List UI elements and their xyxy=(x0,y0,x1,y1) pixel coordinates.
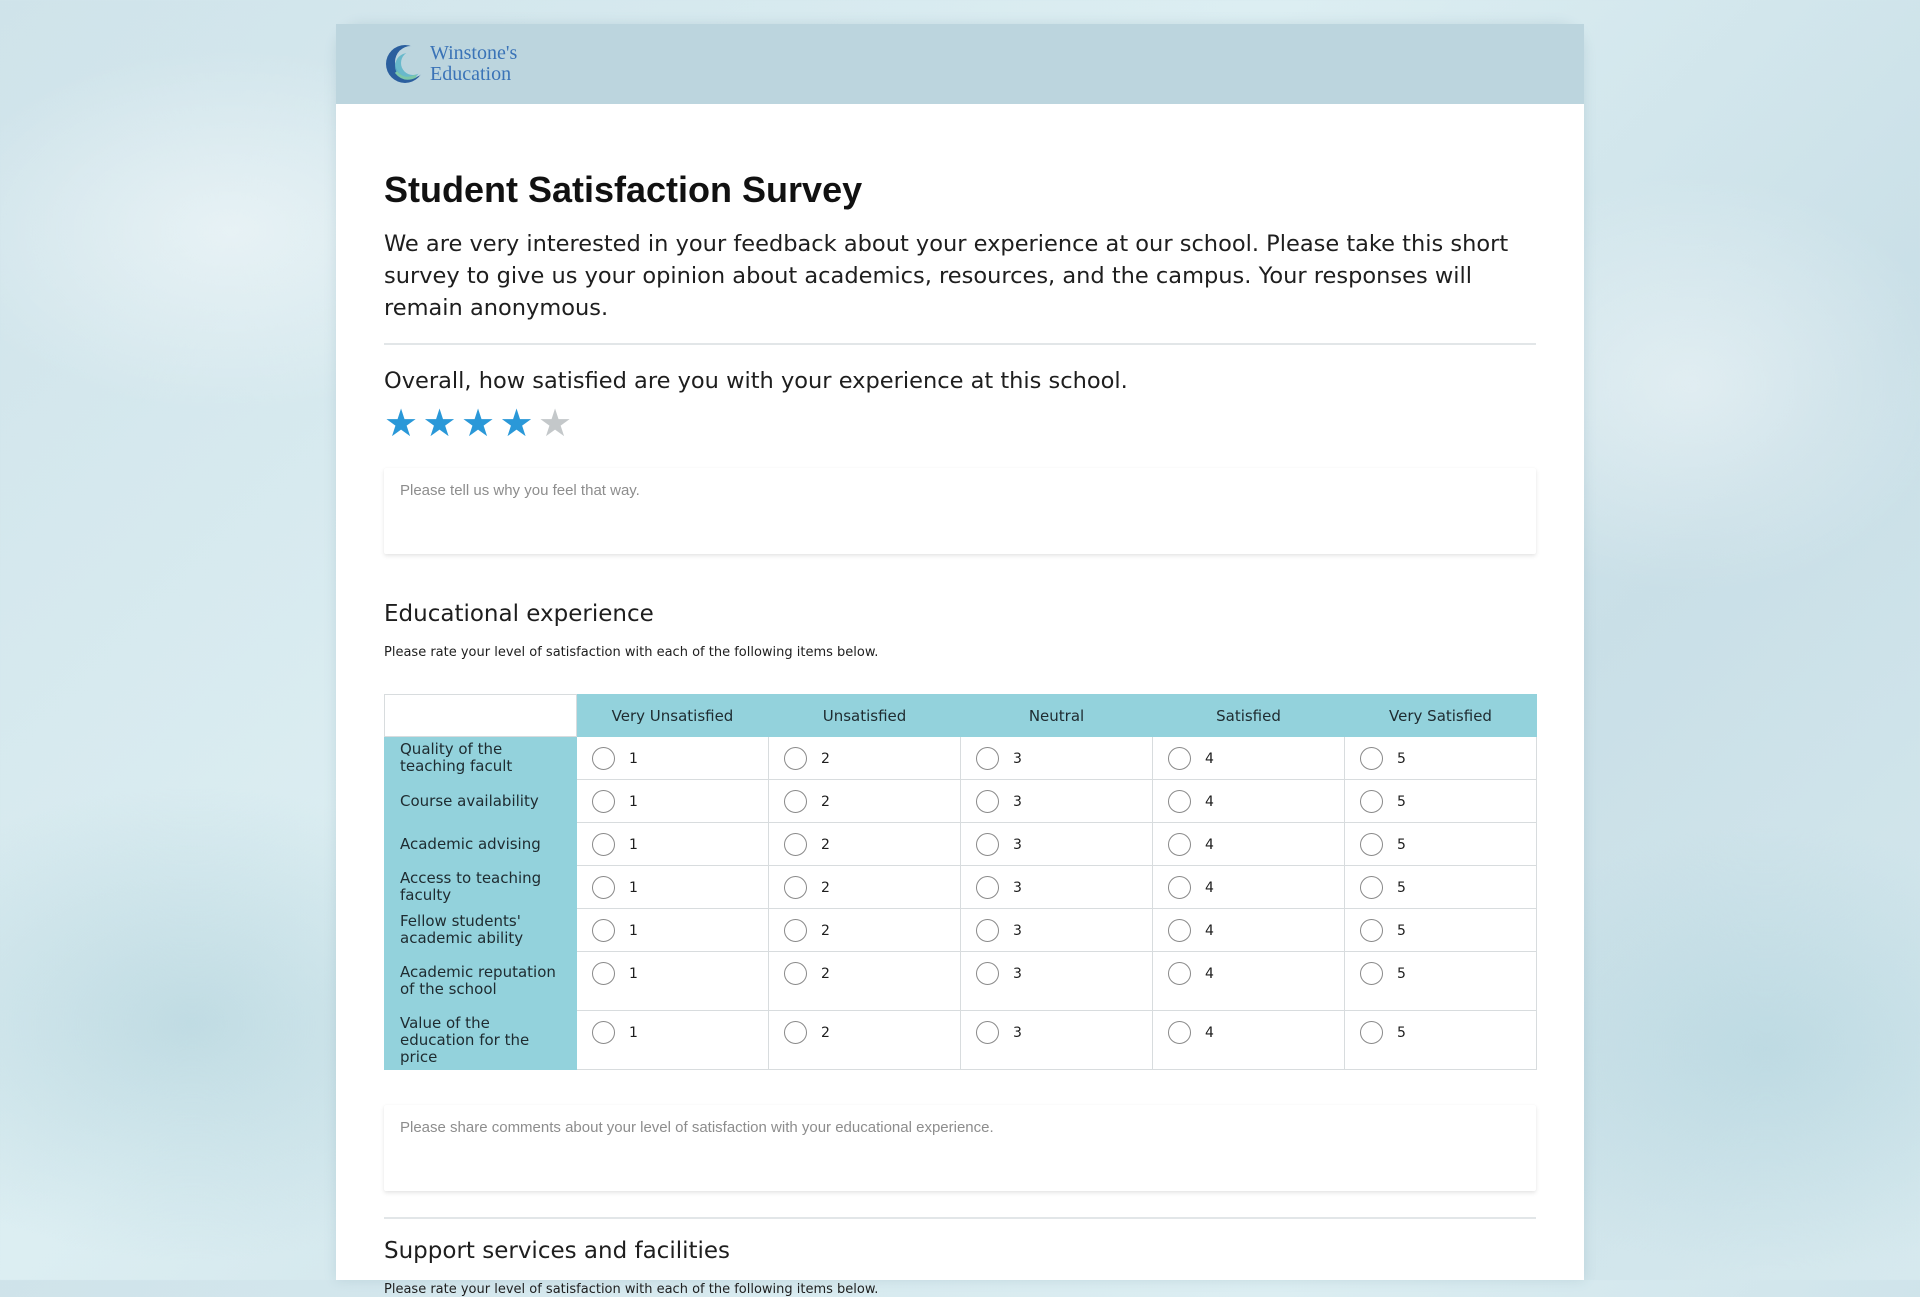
matrix-row-label: Quality of the teaching facult xyxy=(385,737,577,780)
matrix-corner-cell xyxy=(385,695,577,737)
matrix-option-cell[interactable] xyxy=(577,909,769,952)
matrix-option-cell[interactable] xyxy=(961,823,1153,866)
rating-radio-label: 5 xyxy=(1397,793,1406,810)
rating-radio[interactable] xyxy=(1360,919,1383,942)
brand-logo[interactable] xyxy=(384,42,517,86)
rating-radio-label: 1 xyxy=(629,750,638,767)
rating-radio[interactable] xyxy=(784,919,807,942)
rating-option[interactable] xyxy=(976,962,1152,985)
rating-radio[interactable] xyxy=(1360,790,1383,813)
matrix-row-label: Academic reputation of the school xyxy=(385,952,577,1011)
rating-option[interactable] xyxy=(592,747,768,770)
matrix-row-label: Value of the education for the price xyxy=(385,1011,577,1070)
rating-option[interactable] xyxy=(1168,876,1344,899)
rating-radio[interactable] xyxy=(1168,833,1191,856)
rating-radio-label: 2 xyxy=(821,750,830,767)
rating-option[interactable] xyxy=(976,747,1152,770)
matrix-option-cell[interactable] xyxy=(577,866,769,909)
matrix-option-cell[interactable] xyxy=(577,1011,769,1070)
rating-radio-label: 2 xyxy=(821,836,830,853)
rating-option[interactable] xyxy=(784,876,960,899)
matrix-option-cell[interactable] xyxy=(577,952,769,1011)
matrix-option-cell[interactable] xyxy=(1153,737,1345,780)
matrix-row-label: Fellow students' academic ability xyxy=(385,909,577,952)
rating-option[interactable] xyxy=(592,876,768,899)
rating-radio[interactable] xyxy=(976,962,999,985)
survey-intro: We are very interested in your feedback about your experience at our school. Please take this short survey to give us your opinion about academics, resources, and the campus. Your responses will remain anonymous. xyxy=(384,231,1509,321)
matrix-option-cell[interactable] xyxy=(769,780,961,823)
rating-radio-label: 1 xyxy=(629,793,638,810)
rating-option[interactable] xyxy=(592,1021,768,1044)
rating-option[interactable] xyxy=(1360,833,1536,856)
rating-radio-label: 3 xyxy=(1013,793,1022,810)
rating-option[interactable] xyxy=(784,747,960,770)
rating-radio-label: 1 xyxy=(629,1024,638,1041)
matrix-option-cell[interactable] xyxy=(961,952,1153,1011)
matrix-option-cell[interactable] xyxy=(577,780,769,823)
educational-section-title: Educational experience xyxy=(384,601,654,627)
rating-radio[interactable] xyxy=(1360,833,1383,856)
star-icon[interactable]: ★ xyxy=(499,401,534,445)
rating-option[interactable] xyxy=(976,1021,1152,1044)
rating-radio[interactable] xyxy=(976,747,999,770)
rating-radio[interactable] xyxy=(976,833,999,856)
matrix-option-cell[interactable] xyxy=(577,737,769,780)
rating-radio-label: 2 xyxy=(821,879,830,896)
matrix-option-cell[interactable] xyxy=(961,1011,1153,1070)
matrix-option-cell[interactable] xyxy=(1153,780,1345,823)
rating-radio[interactable] xyxy=(592,876,615,899)
page-title: Student Satisfaction Survey xyxy=(384,169,863,210)
matrix-option-cell[interactable] xyxy=(769,1011,961,1070)
rating-option[interactable] xyxy=(1360,790,1536,813)
brand-name-line2: Education xyxy=(430,63,512,85)
rating-radio-label: 3 xyxy=(1013,965,1022,982)
rating-radio[interactable] xyxy=(1168,876,1191,899)
rating-radio[interactable] xyxy=(1360,747,1383,770)
rating-radio-label: 5 xyxy=(1397,879,1406,896)
card-header xyxy=(336,24,1584,104)
matrix-row-label: Academic advising xyxy=(385,823,577,866)
matrix-option-cell[interactable] xyxy=(1345,866,1537,909)
matrix-option-cell[interactable] xyxy=(961,866,1153,909)
matrix-option-cell[interactable] xyxy=(769,737,961,780)
rating-radio-label: 5 xyxy=(1397,836,1406,853)
rating-option[interactable] xyxy=(784,1021,960,1044)
rating-option[interactable] xyxy=(1360,1021,1536,1044)
educational-section-subtitle: Please rate your level of satisfaction with each of the following items below. xyxy=(384,645,879,660)
matrix-row xyxy=(385,909,1537,952)
rating-radio-label: 3 xyxy=(1013,879,1022,896)
rating-radio[interactable] xyxy=(976,790,999,813)
rating-option[interactable] xyxy=(1168,919,1344,942)
educational-comment-field[interactable] xyxy=(384,1105,1536,1191)
rating-radio[interactable] xyxy=(592,962,615,985)
matrix-option-cell[interactable] xyxy=(769,952,961,1011)
matrix-row xyxy=(385,737,1537,780)
rating-radio-label: 4 xyxy=(1205,1024,1214,1041)
rating-radio-label: 2 xyxy=(821,1024,830,1041)
rating-radio[interactable] xyxy=(1168,790,1191,813)
matrix-column-header: Satisfied xyxy=(1153,695,1345,737)
rating-radio[interactable] xyxy=(1168,747,1191,770)
overall-question: Overall, how satisfied are you with your experience at this school. xyxy=(384,368,1128,394)
matrix-option-cell[interactable] xyxy=(577,823,769,866)
rating-radio[interactable] xyxy=(784,1021,807,1044)
rating-radio-label: 3 xyxy=(1013,750,1022,767)
rating-radio-label: 2 xyxy=(821,922,830,939)
matrix-option-cell[interactable] xyxy=(1153,952,1345,1011)
rating-radio[interactable] xyxy=(784,833,807,856)
rating-radio-label: 2 xyxy=(821,965,830,982)
rating-option[interactable] xyxy=(1360,876,1536,899)
support-section-subtitle: Please rate your level of satisfaction with each of the following items below. xyxy=(384,1282,879,1297)
rating-option[interactable] xyxy=(1168,747,1344,770)
support-section-title: Support services and facilities xyxy=(384,1238,731,1264)
rating-radio[interactable] xyxy=(784,962,807,985)
matrix-option-cell[interactable] xyxy=(1345,780,1537,823)
educational-rating-matrix xyxy=(384,694,1537,1070)
crescent-logo-icon xyxy=(384,42,426,86)
survey-card xyxy=(336,24,1584,1297)
matrix-option-cell[interactable] xyxy=(1345,1011,1537,1070)
rating-radio[interactable] xyxy=(1168,962,1191,985)
rating-option[interactable] xyxy=(1360,747,1536,770)
matrix-row xyxy=(385,780,1537,823)
matrix-option-cell[interactable] xyxy=(1153,866,1345,909)
rating-radio-label: 5 xyxy=(1397,750,1406,767)
rating-radio[interactable] xyxy=(784,790,807,813)
rating-radio-label: 4 xyxy=(1205,922,1214,939)
rating-radio-label: 4 xyxy=(1205,793,1214,810)
rating-radio[interactable] xyxy=(1168,919,1191,942)
rating-radio-label: 1 xyxy=(629,879,638,896)
matrix-option-cell[interactable] xyxy=(1345,823,1537,866)
why-comment-field[interactable] xyxy=(384,468,1536,554)
rating-radio-label: 1 xyxy=(629,922,638,939)
rating-radio[interactable] xyxy=(1360,1021,1383,1044)
rating-radio-label: 5 xyxy=(1397,1024,1406,1041)
rating-option[interactable] xyxy=(976,790,1152,813)
rating-option[interactable] xyxy=(976,919,1152,942)
rating-option[interactable] xyxy=(1168,962,1344,985)
matrix-option-cell[interactable] xyxy=(1345,737,1537,780)
rating-radio[interactable] xyxy=(1360,962,1383,985)
matrix-option-cell[interactable] xyxy=(1345,952,1537,1011)
matrix-column-header: Very Satisfied xyxy=(1345,695,1537,737)
rating-radio[interactable] xyxy=(592,833,615,856)
divider xyxy=(384,1217,1536,1219)
matrix-column-header: Very Unsatisfied xyxy=(577,695,769,737)
rating-radio[interactable] xyxy=(1360,876,1383,899)
rating-radio-label: 3 xyxy=(1013,922,1022,939)
matrix-option-cell[interactable] xyxy=(961,737,1153,780)
rating-radio[interactable] xyxy=(784,876,807,899)
rating-radio-label: 2 xyxy=(821,793,830,810)
matrix-row-label: Access to teaching faculty xyxy=(385,866,577,909)
matrix-option-cell[interactable] xyxy=(769,866,961,909)
rating-option[interactable] xyxy=(592,962,768,985)
rating-radio[interactable] xyxy=(976,876,999,899)
matrix-option-cell[interactable] xyxy=(769,823,961,866)
divider xyxy=(384,343,1536,345)
rating-option[interactable] xyxy=(784,962,960,985)
star-rating[interactable] xyxy=(384,401,577,445)
rating-option[interactable] xyxy=(784,790,960,813)
matrix-option-cell[interactable] xyxy=(1153,823,1345,866)
rating-radio-label: 3 xyxy=(1013,1024,1022,1041)
matrix-option-cell[interactable] xyxy=(961,780,1153,823)
rating-radio[interactable] xyxy=(592,1021,615,1044)
rating-radio-label: 1 xyxy=(629,965,638,982)
matrix-row xyxy=(385,952,1537,1011)
matrix-option-cell[interactable] xyxy=(1153,1011,1345,1070)
matrix-option-cell[interactable] xyxy=(1345,909,1537,952)
matrix-option-cell[interactable] xyxy=(1153,909,1345,952)
matrix-row-label: Course availability xyxy=(385,780,577,823)
rating-radio-label: 4 xyxy=(1205,879,1214,896)
rating-radio-label: 4 xyxy=(1205,965,1214,982)
star-icon[interactable]: ★ xyxy=(538,401,573,445)
rating-option[interactable] xyxy=(592,833,768,856)
rating-radio-label: 5 xyxy=(1397,922,1406,939)
rating-radio[interactable] xyxy=(784,747,807,770)
rating-radio-label: 1 xyxy=(629,836,638,853)
star-icon[interactable]: ★ xyxy=(422,401,457,445)
matrix-column-header: Neutral xyxy=(961,695,1153,737)
rating-radio[interactable] xyxy=(592,747,615,770)
matrix-option-cell[interactable] xyxy=(961,909,1153,952)
matrix-row xyxy=(385,823,1537,866)
matrix-option-cell[interactable] xyxy=(769,909,961,952)
rating-radio[interactable] xyxy=(976,919,999,942)
brand-name xyxy=(430,43,517,85)
rating-option[interactable] xyxy=(976,833,1152,856)
rating-option[interactable] xyxy=(1168,833,1344,856)
star-icon[interactable]: ★ xyxy=(384,401,419,445)
rating-option[interactable] xyxy=(1360,962,1536,985)
rating-option[interactable] xyxy=(1168,790,1344,813)
rating-radio-label: 5 xyxy=(1397,965,1406,982)
rating-option[interactable] xyxy=(784,833,960,856)
matrix-row xyxy=(385,1011,1537,1070)
rating-radio-label: 4 xyxy=(1205,750,1214,767)
matrix-row xyxy=(385,866,1537,909)
rating-radio[interactable] xyxy=(1168,1021,1191,1044)
rating-radio[interactable] xyxy=(592,919,615,942)
rating-radio[interactable] xyxy=(592,790,615,813)
rating-radio[interactable] xyxy=(976,1021,999,1044)
star-icon[interactable]: ★ xyxy=(461,401,496,445)
rating-option[interactable] xyxy=(1360,919,1536,942)
rating-option[interactable] xyxy=(976,876,1152,899)
matrix-column-header: Unsatisfied xyxy=(769,695,961,737)
rating-radio-label: 3 xyxy=(1013,836,1022,853)
rating-option[interactable] xyxy=(784,919,960,942)
rating-option[interactable] xyxy=(592,919,768,942)
rating-option[interactable] xyxy=(1168,1021,1344,1044)
rating-radio-label: 4 xyxy=(1205,836,1214,853)
brand-name-line1: Winstone's xyxy=(430,42,518,64)
rating-option[interactable] xyxy=(592,790,768,813)
